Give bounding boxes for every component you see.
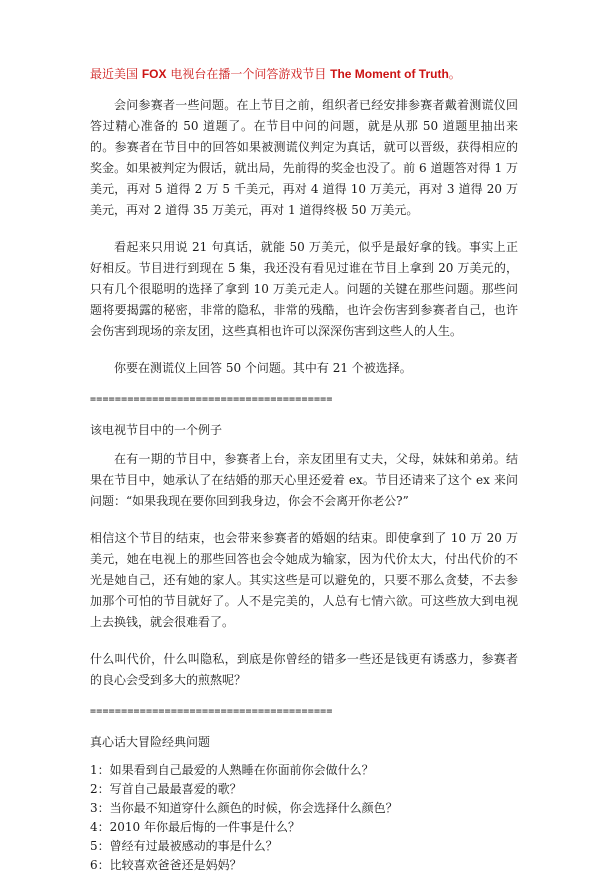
- paragraph-example: 在有一期的节目中，参赛者上台，亲友团里有丈夫，父母，妹妹和弟弟。结果在节目中，她承认了在结婚的那天心里还爱着 ex。节目还请来了这个 ex 来问问题：“如果我现在要你回到我身边，你会不会离开你老公?”: [90, 452, 518, 508]
- section-heading-truth-or-dare: 真心话大冒险经典问题: [90, 735, 211, 749]
- question-item: 1：如果看到自己最爱的人熟睡在你面前你会做什么？: [90, 763, 374, 777]
- separator-line-2: =======================================: [90, 706, 333, 717]
- document-page: [90, 64, 518, 875]
- section-heading-example: 该电视节目中的一个例子: [90, 423, 223, 437]
- title-suffix: 。: [448, 67, 461, 81]
- paragraph-rules: 会问参赛者一些问题。在上节目之前，组织者已经安排参赛者戴着测谎仪回答过精心准备的 50 道题了。在节目中问的问题，就是从那 50 道题里抽出来的。参赛者在节目中的回答如果被测谎仪判定为真话，就可以晋级，获得相应的奖金。如果被判定为假话，就出局，先前得的奖金也没了。前 6 道题答对得 1 万美元，再对 5 道得 2 万 5 千美元，再对 4 道得 10 万美元，再对 3 道得 20 万美元，再对 2 道得 35 万美元，再对 1 道得终极 50 万美元。: [90, 98, 518, 217]
- title-fox: FOX: [141, 67, 167, 81]
- article-title: [90, 64, 518, 85]
- question-item: 2：写首自己最最喜爱的歌？: [90, 782, 242, 796]
- separator-line: =======================================: [90, 394, 333, 405]
- question-item: 5：曾经有过最被感动的事是什么？: [90, 839, 278, 853]
- title-prefix: 最近美国: [90, 67, 142, 81]
- question-list: [90, 761, 518, 875]
- question-item: 3：当你最不知道穿什么颜色的时候，你会选择什么颜色？: [90, 801, 398, 815]
- title-show-name: The Moment of Truth: [330, 67, 449, 81]
- paragraph-reflection: 什么叫代价，什么叫隐私，到底是你曾经的错多一些还是钱更有诱惑力，参赛者的良心会受到多大的煎熬呢？: [90, 652, 518, 687]
- paragraph-fifty-questions: 你要在测谎仪上回答 50 个问题。其中有 21 个被选择。: [114, 361, 412, 375]
- paragraph-consequence: 相信这个节目的结束，也会带来参赛者的婚姻的结束。即使拿到了 10 万 20 万美元，她在电视上的那些回答也会令她成为输家，因为代价太大，付出代价的不光是她自己，还有她的家人。其实这些是可以避免的，只要不那么贪婪，不去参加那个可怕的节目就好了。人不是完美的，人总有七情六欲。可这些放大到电视上去换钱，就会很难看了。: [90, 531, 518, 629]
- question-item: 6：比较喜欢爸爸还是妈妈？: [90, 858, 242, 872]
- question-item: 4：2010 年你最后悔的一件事是什么？: [90, 820, 300, 834]
- paragraph-analysis: 看起来只用说 21 句真话，就能 50 万美元，似乎是最好拿的钱。事实上正好相反。节目进行到现在 5 集，我还没有看见过谁在节目上拿到 20 万美元的，只有几个很聪明的选择了拿到 10 万美元走人。问题的关键在那些问题。那些问题将要揭露的秘密，非常的隐私，非常的残酷，也许会伤害到参赛者自己，也许会伤害到现场的亲友团，这些真相也许可以深深伤害到这些人的人生。: [90, 240, 518, 338]
- title-middle: 电视台在播一个问答游戏节目: [166, 67, 331, 81]
